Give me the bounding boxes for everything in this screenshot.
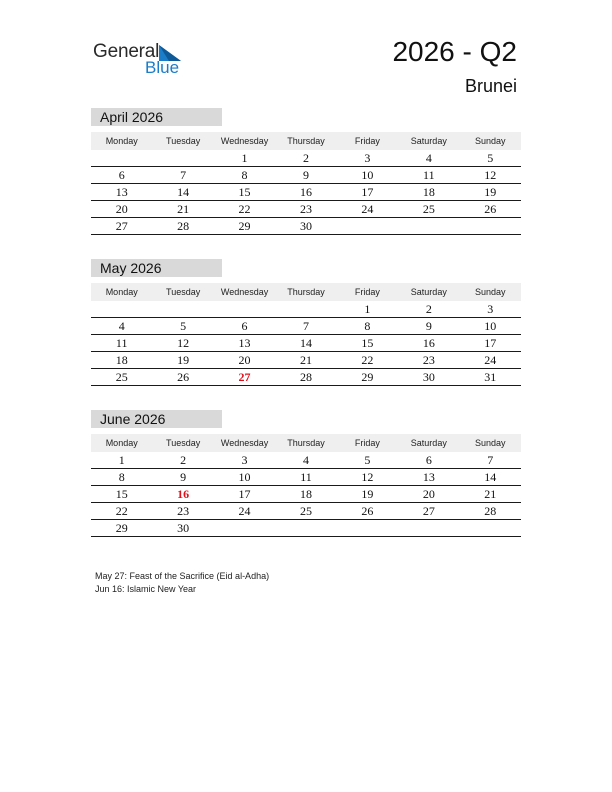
day-cell: 4: [425, 151, 432, 165]
weekday-label: Monday: [105, 287, 138, 297]
month-grid: [91, 150, 521, 235]
day-cell: 15: [115, 487, 128, 501]
empty-day-cell: [275, 301, 336, 317]
weekday-label: Saturday: [410, 287, 447, 297]
month-grid: [91, 452, 521, 537]
day-cell: 8: [364, 319, 371, 333]
day-cell: 26: [484, 202, 497, 216]
day-cell: 20: [422, 487, 435, 501]
day-cell: 6: [241, 319, 248, 333]
day-cell: 27: [115, 219, 128, 233]
weekday-label: Sunday: [474, 438, 506, 448]
day-cell: 29: [238, 219, 251, 233]
week-row: [91, 218, 521, 235]
empty-day-cell: [214, 301, 275, 317]
weekday-header: [91, 283, 521, 301]
day-cell: 14: [484, 470, 497, 484]
day-cell: 31: [484, 370, 497, 384]
month-title: May 2026: [91, 259, 222, 277]
empty-day-cell: [460, 218, 521, 234]
day-cell: 3: [241, 453, 248, 467]
day-cell: 5: [180, 319, 187, 333]
weekday-label: Thursday: [287, 438, 325, 448]
month-title: April 2026: [91, 108, 222, 126]
day-cell: 19: [177, 353, 190, 367]
holiday-day-cell: 16: [177, 487, 190, 501]
weekday-label: Friday: [354, 136, 380, 146]
week-row: [91, 452, 521, 469]
day-cell: 11: [423, 168, 435, 182]
weekday-label: Friday: [354, 287, 380, 297]
day-cell: 4: [302, 453, 309, 467]
day-cell: 9: [425, 319, 432, 333]
day-cell: 7: [180, 168, 187, 182]
day-cell: 11: [115, 336, 128, 350]
day-cell: 21: [484, 487, 497, 501]
day-cell: 26: [177, 370, 190, 384]
empty-day-cell: [91, 301, 152, 317]
day-cell: 18: [299, 487, 312, 501]
day-cell: 25: [115, 370, 128, 384]
day-cell: 1: [364, 302, 371, 316]
day-cell: 6: [118, 168, 125, 182]
weekday-label: Monday: [105, 136, 138, 146]
page-title: 2026 - Q2: [392, 36, 517, 67]
month-june: [91, 410, 521, 537]
day-cell: 21: [299, 353, 312, 367]
day-cell: 20: [238, 353, 251, 367]
empty-day-cell: [398, 218, 459, 234]
week-row: [91, 150, 521, 167]
weekday-label: Sunday: [474, 287, 506, 297]
day-cell: 20: [115, 202, 128, 216]
day-cell: 24: [484, 353, 497, 367]
week-row: [91, 335, 521, 352]
day-cell: 17: [484, 336, 497, 350]
empty-day-cell: [275, 520, 336, 536]
weekday-label: Sunday: [474, 136, 506, 146]
weekday-label: Thursday: [287, 136, 325, 146]
week-row: [91, 201, 521, 218]
day-cell: 8: [241, 168, 248, 182]
weekday-label: Saturday: [410, 438, 447, 448]
weekday-header: [91, 132, 521, 150]
day-cell: 2: [302, 151, 309, 165]
day-cell: 15: [361, 336, 374, 350]
weekday-label: Tuesday: [166, 136, 201, 146]
day-cell: 19: [361, 487, 374, 501]
day-cell: 16: [299, 185, 312, 199]
week-row: [91, 486, 521, 503]
holiday-note: Jun 16: Islamic New Year: [95, 584, 197, 594]
day-cell: 1: [118, 453, 125, 467]
logo-text-blue: Blue: [145, 58, 180, 77]
empty-day-cell: [214, 520, 275, 536]
holiday-day-cell: 27: [238, 370, 251, 384]
weekday-label: Friday: [354, 438, 380, 448]
month-title: June 2026: [91, 410, 222, 428]
day-cell: 28: [484, 504, 497, 518]
weekday-label: Wednesday: [220, 136, 269, 146]
day-cell: 16: [422, 336, 435, 350]
empty-day-cell: [91, 150, 152, 166]
weekday-label: Thursday: [287, 287, 325, 297]
day-cell: 19: [484, 185, 497, 199]
day-cell: 7: [487, 453, 494, 467]
holiday-notes: [95, 570, 269, 596]
day-cell: 5: [364, 453, 371, 467]
day-cell: 28: [177, 219, 190, 233]
week-row: [91, 503, 521, 520]
day-cell: 27: [422, 504, 435, 518]
day-cell: 10: [484, 319, 497, 333]
month-grid: [91, 301, 521, 386]
weekday-label: Wednesday: [220, 438, 269, 448]
day-cell: 3: [487, 302, 494, 316]
week-row: [91, 520, 521, 537]
day-cell: 1: [241, 151, 248, 165]
empty-day-cell: [398, 520, 459, 536]
weekday-label: Tuesday: [166, 287, 201, 297]
day-cell: 23: [422, 353, 435, 367]
day-cell: 17: [238, 487, 251, 501]
day-cell: 5: [487, 151, 494, 165]
empty-day-cell: [152, 301, 213, 317]
month-may: [91, 259, 521, 386]
day-cell: 2: [425, 302, 432, 316]
day-cell: 23: [299, 202, 312, 216]
day-cell: 17: [361, 185, 374, 199]
day-cell: 7: [302, 319, 309, 333]
day-cell: 14: [177, 185, 190, 199]
day-cell: 9: [302, 168, 309, 182]
week-row: [91, 469, 521, 486]
logo-text-general: General: [93, 41, 160, 62]
day-cell: 10: [361, 168, 374, 182]
day-cell: 12: [177, 336, 190, 350]
week-row: [91, 301, 521, 318]
day-cell: 26: [361, 504, 374, 518]
empty-day-cell: [337, 218, 398, 234]
day-cell: 30: [299, 219, 312, 233]
weekday-label: Monday: [105, 438, 138, 448]
day-cell: 30: [177, 521, 190, 535]
day-cell: 12: [361, 470, 374, 484]
generalblue-logo: [93, 40, 193, 80]
day-cell: 18: [115, 353, 128, 367]
empty-day-cell: [337, 520, 398, 536]
day-cell: 22: [115, 504, 128, 518]
day-cell: 12: [484, 168, 497, 182]
day-cell: 8: [118, 470, 125, 484]
day-cell: 11: [300, 470, 312, 484]
day-cell: 29: [115, 521, 128, 535]
month-april: [91, 108, 521, 235]
day-cell: 13: [115, 185, 128, 199]
week-row: [91, 369, 521, 386]
empty-day-cell: [460, 520, 521, 536]
weekday-header: [91, 434, 521, 452]
empty-day-cell: [152, 150, 213, 166]
day-cell: 23: [177, 504, 190, 518]
weekday-label: Saturday: [410, 136, 447, 146]
day-cell: 15: [238, 185, 251, 199]
week-row: [91, 352, 521, 369]
day-cell: 28: [299, 370, 312, 384]
day-cell: 25: [422, 202, 435, 216]
weekday-label: Tuesday: [166, 438, 201, 448]
day-cell: 22: [361, 353, 374, 367]
weekday-label: Wednesday: [220, 287, 269, 297]
day-cell: 14: [299, 336, 312, 350]
day-cell: 13: [238, 336, 251, 350]
day-cell: 22: [238, 202, 251, 216]
day-cell: 25: [299, 504, 312, 518]
day-cell: 10: [238, 470, 251, 484]
week-row: [91, 318, 521, 335]
country-name: Brunei: [464, 76, 517, 96]
day-cell: 2: [180, 453, 187, 467]
day-cell: 29: [361, 370, 374, 384]
day-cell: 3: [364, 151, 371, 165]
day-cell: 21: [177, 202, 190, 216]
week-row: [91, 184, 521, 201]
day-cell: 9: [180, 470, 187, 484]
day-cell: 13: [422, 470, 435, 484]
day-cell: 6: [425, 453, 432, 467]
day-cell: 30: [422, 370, 435, 384]
week-row: [91, 167, 521, 184]
day-cell: 24: [361, 202, 374, 216]
day-cell: 4: [118, 319, 125, 333]
holiday-note: May 27: Feast of the Sacrifice (Eid al-Adha): [95, 571, 270, 581]
day-cell: 18: [422, 185, 435, 199]
day-cell: 24: [238, 504, 251, 518]
